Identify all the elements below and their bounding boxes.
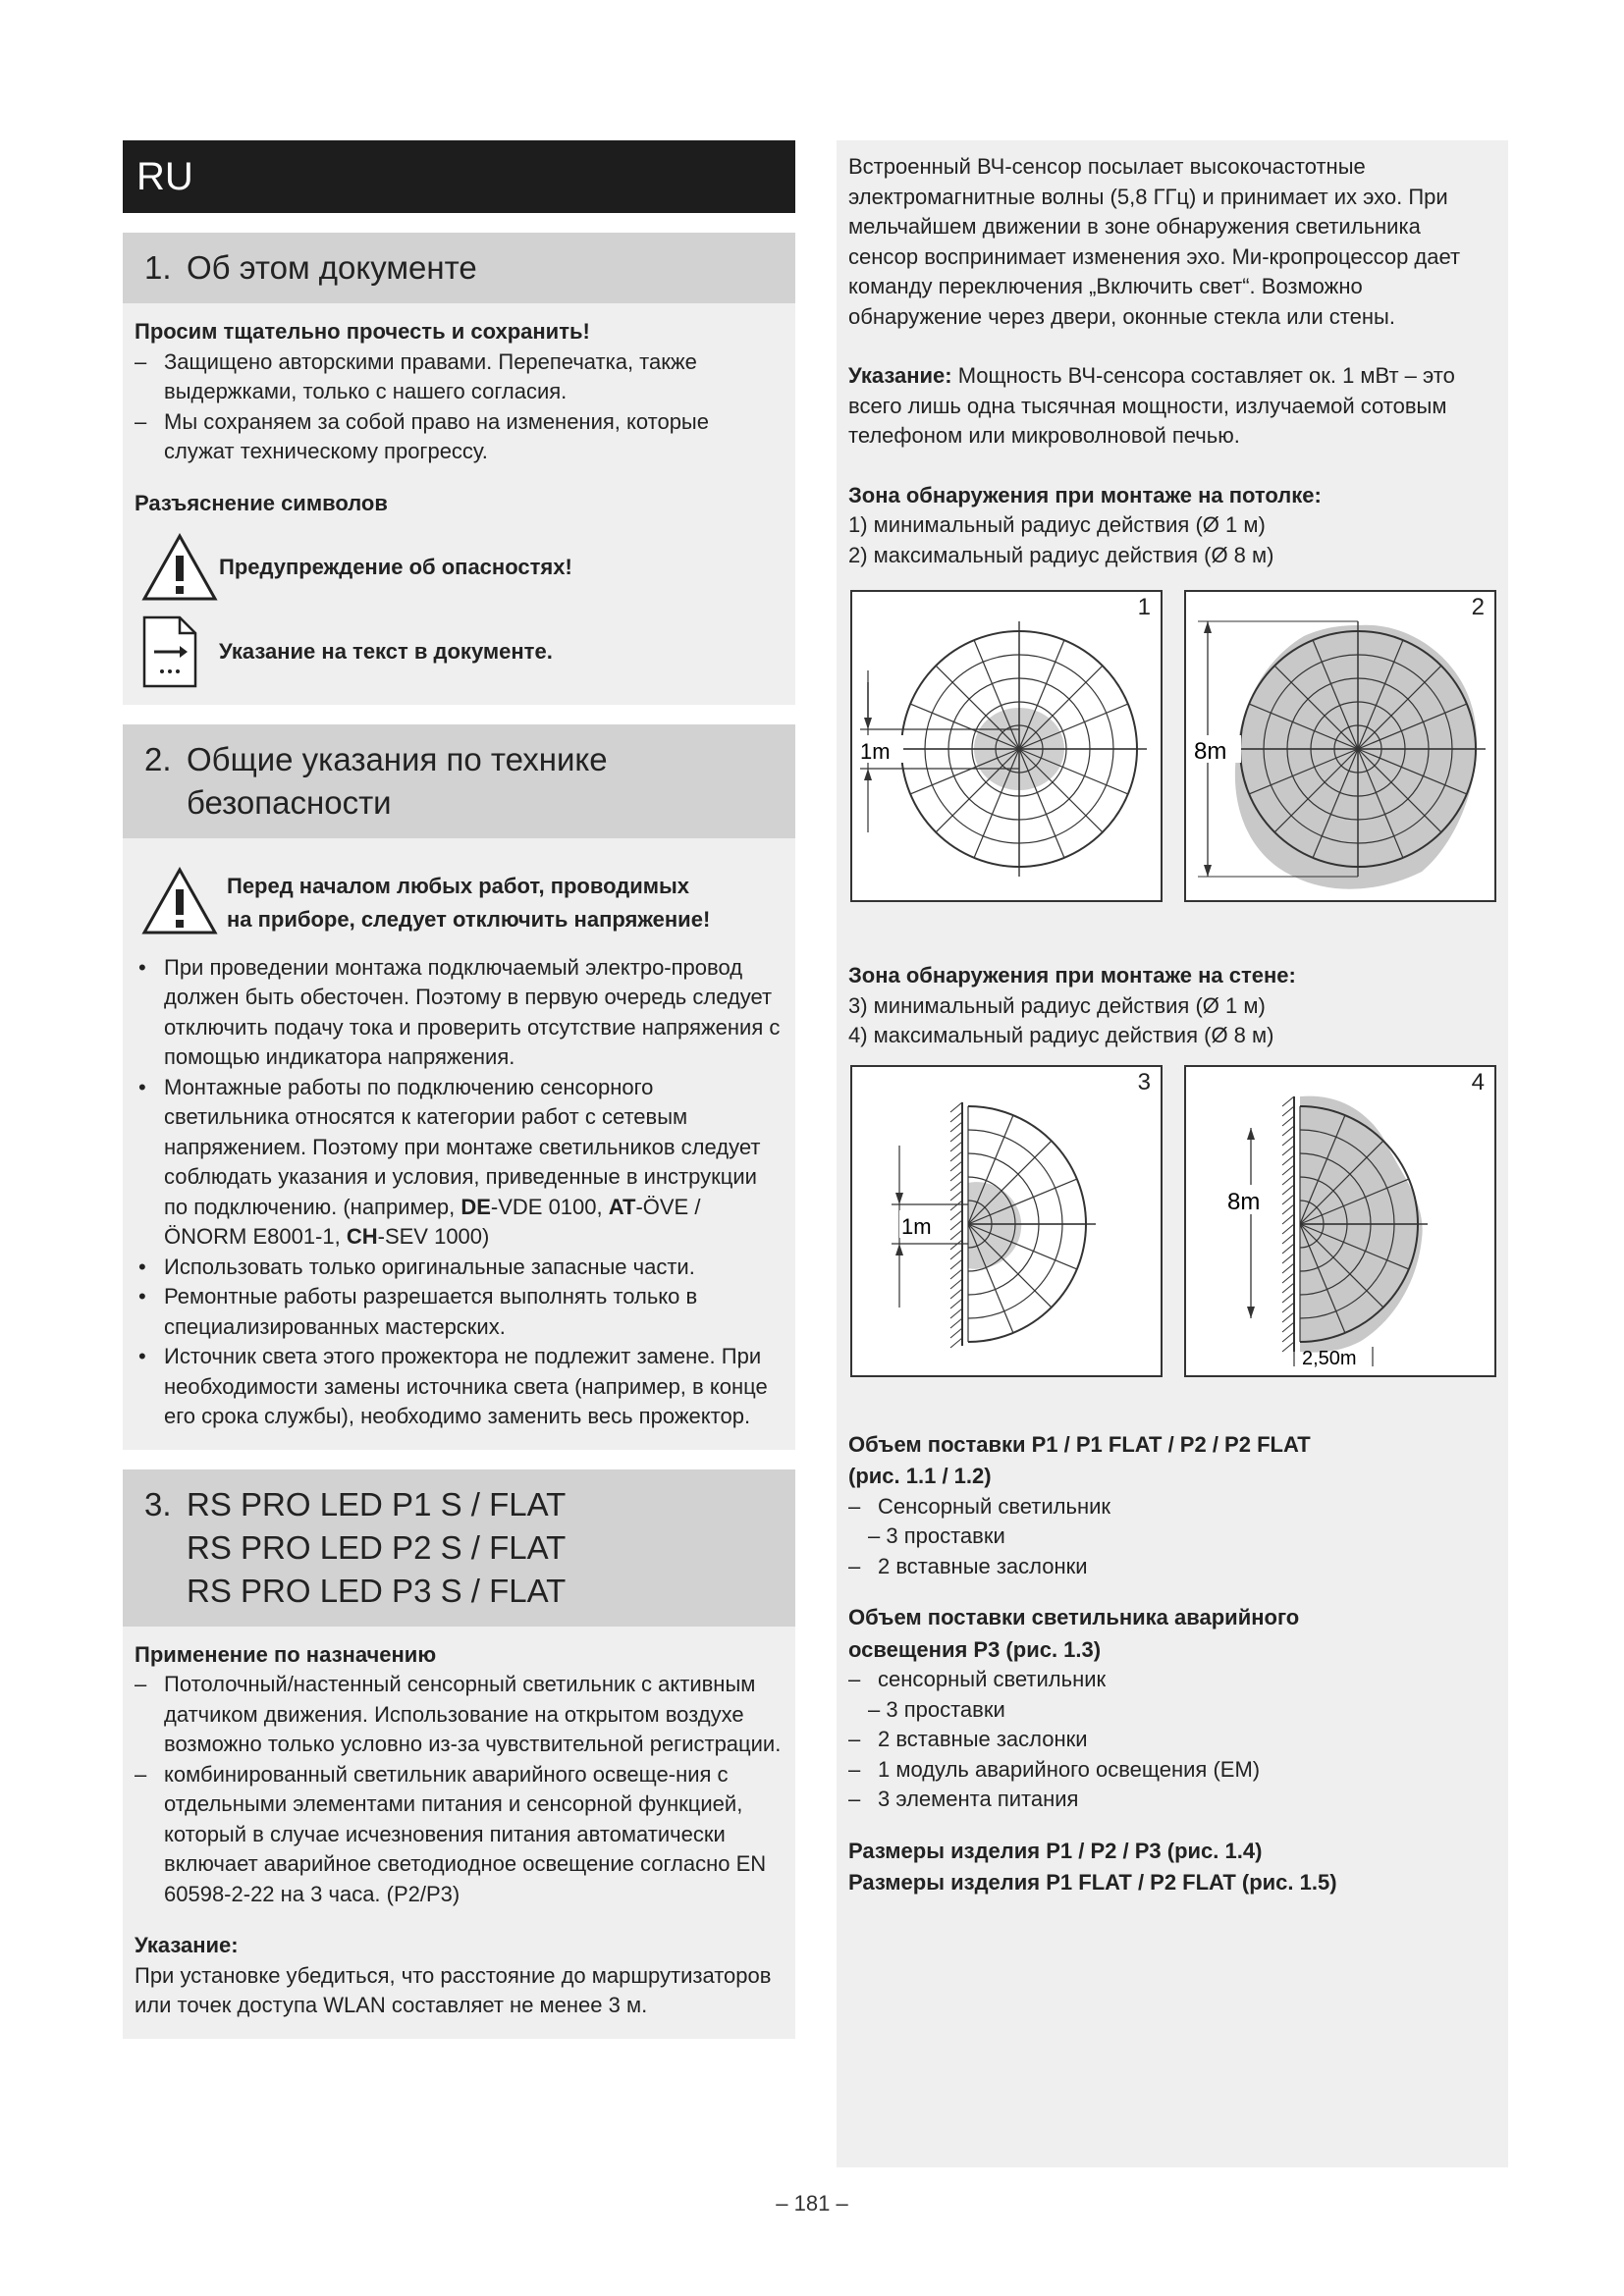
warning-triangle-icon	[135, 532, 219, 603]
diagram-2	[1184, 590, 1496, 902]
section-title-line: RS PRO LED P3 S / FLAT	[187, 1572, 567, 1609]
list-item: – 3 проставки	[868, 1696, 1005, 1722]
svg-text:1m: 1m	[901, 1213, 932, 1239]
list-item: – Потолочный/настенный сенсорный светильник с активным датчиком движения. Использование на открытом воздухе возможно только условно из-за чувствительной регистрации.	[135, 1670, 784, 1760]
list-item: • При проведении монтажа подключаемый электро-провод должен быть обесточен. Поэтому в первую очередь следует отключить подачу тока и проверить отсутствие напряжения с помощью индикатора напряжения.	[135, 953, 784, 1073]
power-note: Указание: Мощность ВЧ-сенсора составляет ок. 1 мВт – это всего лишь одна тысячная мощности, излучаемой сотовым телефоном или микроволновой печью.	[848, 363, 1455, 448]
section-number: 3.	[144, 1485, 172, 1522]
section-title: Об этом документе	[187, 249, 477, 286]
list-item: – 1 модуль аварийного освещения (EM)	[848, 1755, 1496, 1786]
ceiling-max: 2) максимальный радиус действия (Ø 8 м)	[848, 542, 1274, 567]
left-column	[123, 140, 795, 2039]
list-item: – сенсорный светильник	[848, 1665, 1496, 1695]
note-label: Указание на текст в документе.	[219, 638, 553, 664]
warning-label: Предупреждение об опасностях!	[219, 554, 572, 579]
section-about-document	[123, 233, 795, 705]
warning-triangle-icon	[135, 866, 227, 945]
symbols-title: Разъяснение символов	[135, 490, 388, 515]
sensor-intro: Встроенный ВЧ-сенсор посылает высокочастотные электромагнитные волны (5,8 ГГц) и принимает их эхо. При мельчайшем движении в зоне обнаружения светильника сенсор воспринимает изменения эхо. Ми-кропроцессор дает команду переключения „Включить свет“. Возможно обнаружение через двери, оконные стекла или стены.	[848, 154, 1461, 329]
diagram-number: 4	[1471, 1068, 1485, 1095]
ceiling-max-diagram	[1186, 592, 1494, 900]
list-item: – 2 вставные заслонки	[848, 1552, 1496, 1582]
intended-use-title: Применение по назначению	[135, 1641, 437, 1667]
wall-max-diagram	[1186, 1067, 1494, 1375]
list-item: – 2 вставные заслонки	[848, 1725, 1496, 1755]
wall-diagrams	[837, 1065, 1508, 1377]
dimensions-2: Размеры изделия P1 FLAT / P2 FLAT (рис. 1.5)	[848, 1870, 1337, 1895]
language-bar: RU	[123, 140, 795, 213]
list-item: – 3 элемента питания	[848, 1785, 1496, 1815]
svg-text:1m: 1m	[860, 739, 891, 764]
ceiling-min-diagram	[852, 592, 1161, 900]
read-carefully-title: Просим тщательно прочесть и сохранить!	[135, 319, 590, 344]
svg-text:8m: 8m	[1227, 1188, 1261, 1215]
list-item: – Мы сохраняем за собой право на изменения, которые служат техническому прогрессу.	[135, 407, 784, 467]
list-item: – Сенсорный светильник	[848, 1492, 1496, 1522]
section-1-heading	[123, 233, 795, 303]
section-title-line: RS PRO LED P1 S / FLAT	[187, 1485, 567, 1522]
wall-zone-title: Зона обнаружения при монтаже на стене:	[848, 963, 1296, 988]
warning-line: на приборе, следует отключить напряжение!	[227, 907, 711, 932]
svg-text:8m: 8m	[1194, 738, 1227, 765]
section-title-line: RS PRO LED P2 S / FLAT	[187, 1528, 567, 1566]
diagram-number: 1	[1137, 594, 1151, 620]
diagram-3	[850, 1065, 1163, 1377]
document-note-icon	[135, 616, 219, 687]
section-2-heading	[123, 724, 795, 838]
diagram-number: 2	[1471, 594, 1485, 620]
list-item: • Использовать только оригинальные запасные части.	[135, 1253, 784, 1283]
right-column	[837, 140, 1508, 2167]
svg-text:2,50m: 2,50m	[1302, 1347, 1357, 1369]
note-title: Указание:	[135, 1933, 239, 1957]
delivery-1-title: Объем поставки P1 / P1 FLAT / P2 / P2 FLAT	[848, 1431, 1311, 1457]
section-title-line: безопасности	[187, 784, 392, 821]
delivery-2-title: Объем поставки светильника аварийного	[848, 1605, 1300, 1629]
dimensions-1: Размеры изделия P1 / P2 / P3 (рис. 1.4)	[848, 1838, 1263, 1863]
safety-warning	[135, 866, 784, 945]
list-item: – 3 проставки	[868, 1523, 1005, 1548]
section-number: 2.	[144, 741, 172, 777]
section-product	[123, 1469, 795, 2039]
section-safety	[123, 724, 795, 1450]
note-text: При установке убедиться, что расстояние до маршрутизаторов или точек доступа WLAN составляет не менее 3 м.	[135, 1962, 772, 2017]
ceiling-zone-title: Зона обнаружения при монтаже на потолке:	[848, 482, 1322, 507]
warning-line: Перед началом любых работ, проводимых	[227, 874, 690, 898]
delivery-1-title-2: (рис. 1.1 / 1.2)	[848, 1464, 992, 1488]
list-item: – Защищено авторскими правами. Перепечатка, также выдержками, только с нашего согласия.	[135, 347, 784, 407]
page-number: – 181 –	[776, 2191, 848, 2216]
list-item: • Ремонтные работы разрешается выполнять только в специализированных мастерских.	[135, 1282, 784, 1342]
section-number: 1.	[144, 249, 172, 286]
delivery-2-title-2: освещения P3 (рис. 1.3)	[848, 1636, 1102, 1662]
ceiling-diagrams	[837, 590, 1508, 902]
note-symbol-row	[135, 616, 784, 687]
warning-symbol-row	[135, 532, 784, 603]
wall-min-diagram	[852, 1067, 1161, 1375]
list-item: • Монтажные работы по подключению сенсорного светильника относятся к категории работ с сетевым напряжением. Поэтому при монтаже светильников следует соблюдать указания и условия, приведенные в инструкции по подключению. (например, DE-VDE 0100, AT-ÖVE / ÖNORM E8001-1, CH-SEV 1000)	[135, 1073, 784, 1253]
diagram-number: 3	[1137, 1068, 1151, 1095]
list-item: – комбинированный светильник аварийного освеще-ния с отдельными элементами питания и сенсорной функцией, который в случае исчезновения питания автоматически включает аварийное светодиодное освещение согласно EN 60598-2-22 на 3 часа. (P2/P3)	[135, 1760, 784, 1910]
diagram-1	[850, 590, 1163, 902]
section-title-line: Общие указания по технике	[187, 741, 608, 777]
list-item: • Источник света этого прожектора не подлежит замене. При необходимости замены источника света (например, в конце его срока службы), необходимо заменить весь прожектор.	[135, 1342, 784, 1432]
section-3-heading	[123, 1469, 795, 1627]
ceiling-min: 1) минимальный радиус действия (Ø 1 м)	[848, 512, 1266, 537]
diagram-4	[1184, 1065, 1496, 1377]
wall-min: 3) минимальный радиус действия (Ø 1 м)	[848, 992, 1266, 1018]
wall-max: 4) максимальный радиус действия (Ø 8 м)	[848, 1023, 1274, 1047]
